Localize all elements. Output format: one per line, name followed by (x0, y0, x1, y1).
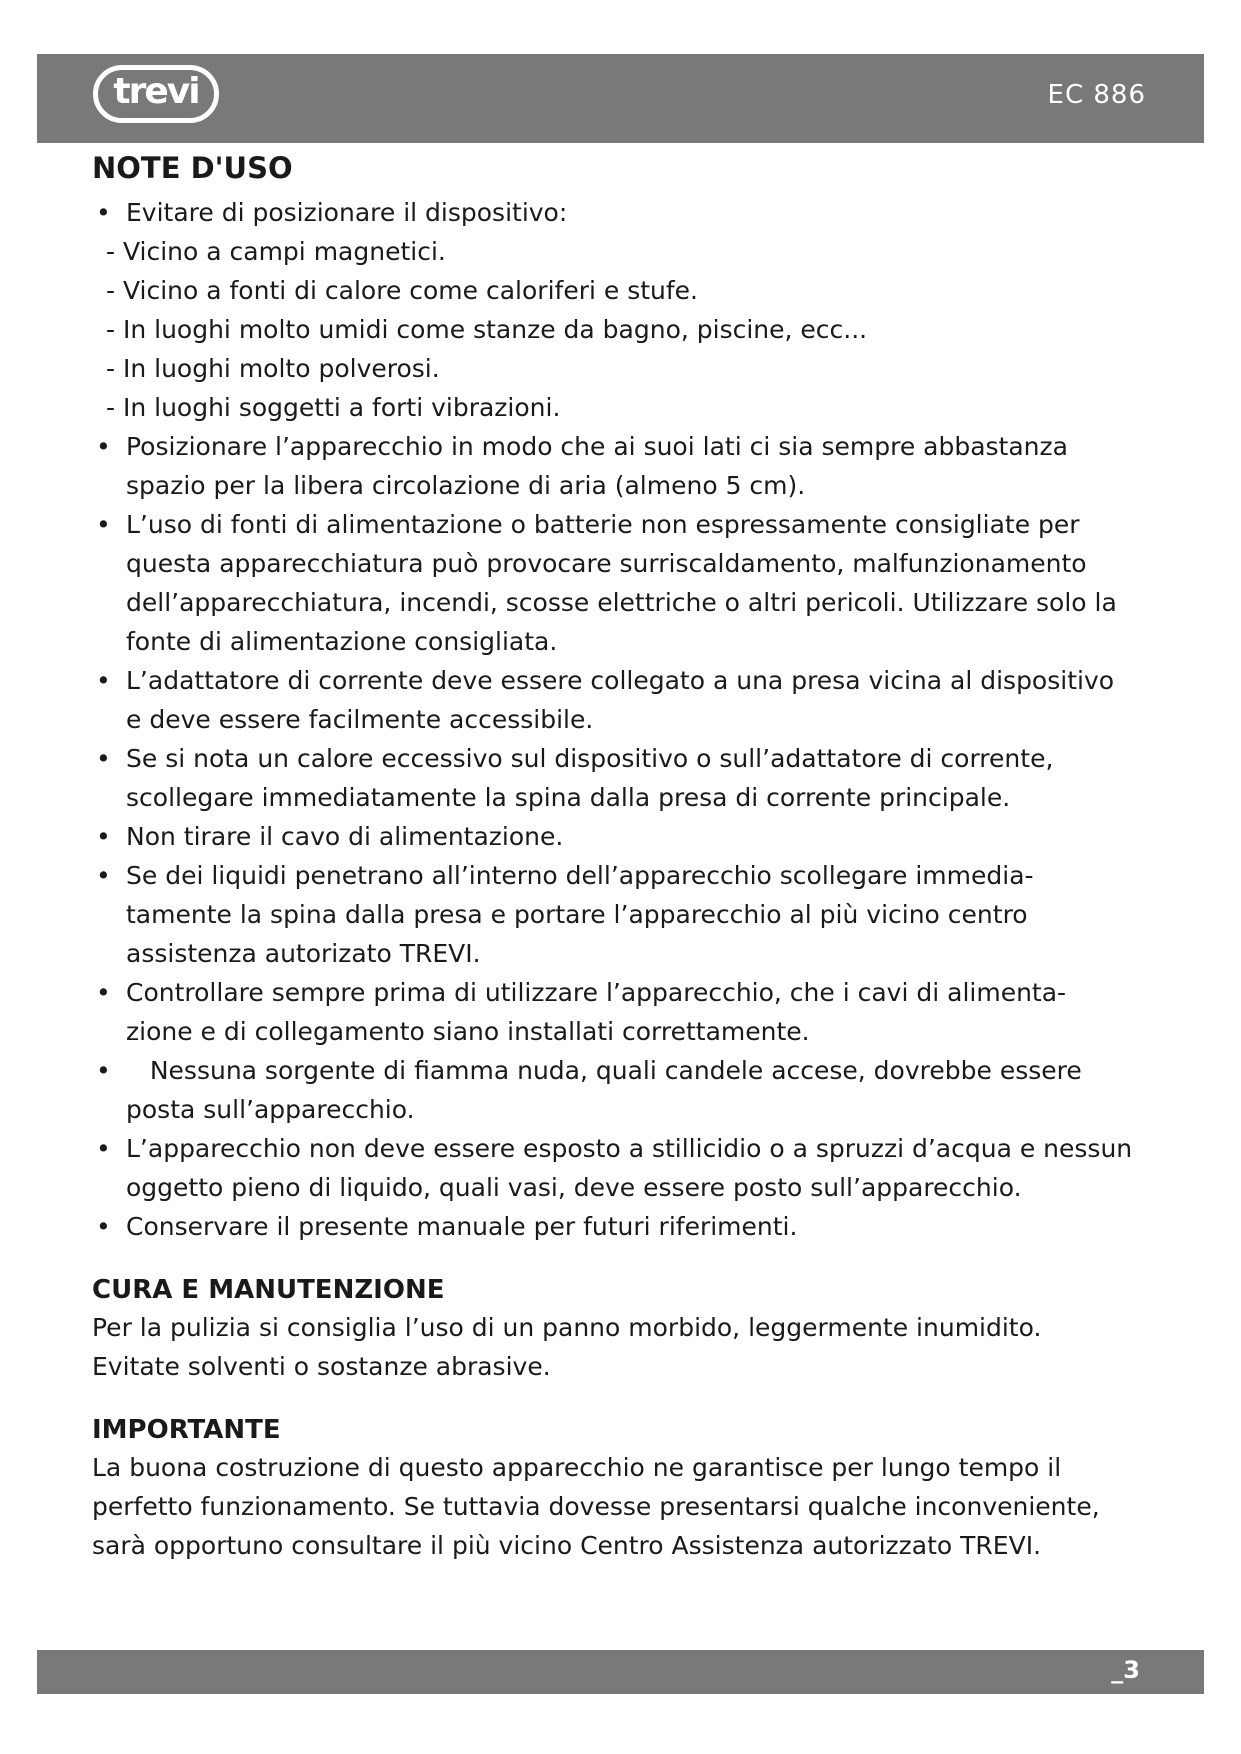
bullet-item (92, 427, 1152, 505)
bullet-line: Posizionare l’apparecchio in modo che ai suoi lati ci sia sempre abbastanza (126, 432, 1068, 461)
bullet-item (92, 1207, 1152, 1246)
sub-item: - In luoghi molto umidi come stanze da bagno, piscine, ecc... (106, 315, 868, 344)
bullet-icon: • (96, 744, 111, 773)
bullet-line: fonte di alimentazione consigliata. (126, 627, 558, 656)
bullet-item (92, 193, 1152, 232)
bullet-line: spazio per la libera circolazione di aria (almeno 5 cm). (126, 471, 806, 500)
bullet-icon: • (96, 978, 111, 1007)
bullet-icon: • (96, 1212, 111, 1241)
bullet-line: oggetto pieno di liquido, quali vasi, deve essere posto sull’apparecchio. (126, 1173, 1022, 1202)
bullet-line: questa apparecchiatura può provocare surriscaldamento, malfunzionamento (126, 549, 1087, 578)
bullet-item (92, 1051, 1152, 1129)
bullet-line: Controllare sempre prima di utilizzare l’apparecchio, che i cavi di alimenta- (126, 978, 1067, 1007)
bullet-item (92, 1129, 1152, 1207)
bullet-line: dell’apparecchiatura, incendi, scosse elettriche o altri pericoli. Utilizzare solo la (126, 588, 1117, 617)
bullet-icon: • (96, 432, 111, 461)
paragraph-line: La buona costruzione di questo apparecchio ne garantisce per lungo tempo il (92, 1453, 1062, 1482)
cura-paragraph (92, 1308, 1152, 1386)
footer-bar (37, 1650, 1204, 1694)
section-title-importante: IMPORTANTE (92, 1415, 281, 1445)
model-number: EC 886 (1047, 80, 1146, 110)
bullet-line: posta sull’apparecchio. (126, 1095, 415, 1124)
bullet-line: L’apparecchio non deve essere esposto a stillicidio o a spruzzi d’acqua e nessun (126, 1134, 1133, 1163)
bullet-item (92, 505, 1152, 661)
bullet-icon: • (96, 666, 111, 695)
header-bar (37, 54, 1204, 143)
page-content (92, 148, 1152, 1565)
bullet-item (92, 661, 1152, 739)
paragraph-line: sarà opportuno consultare il più vicino Centro Assistenza autorizzato TREVI. (92, 1531, 1042, 1560)
spacer (92, 1386, 1152, 1412)
page-number: _3 (1111, 1656, 1140, 1684)
bullet-item (92, 817, 1152, 856)
sub-item: - Vicino a fonti di calore come caloriferi e stufe. (106, 276, 699, 305)
bullet-icon: • (96, 1134, 111, 1163)
bullet-item (92, 973, 1152, 1051)
bullet-line: e deve essere facilmente accessibile. (126, 705, 594, 734)
bullet-line: L’adattatore di corrente deve essere collegato a una presa vicina al dispositivo (126, 666, 1115, 695)
spacer (92, 1246, 1152, 1272)
logo-text: trevi (113, 71, 199, 112)
bullet-line: Nessuna sorgente di fiamma nuda, quali candele accese, dovrebbe essere (126, 1056, 1082, 1085)
bullet-text: Evitare di posizionare il dispositivo: (126, 198, 568, 227)
bullet-icon: • (96, 510, 111, 539)
bullet-icon: • (96, 822, 111, 851)
section-title-note-uso: NOTE D'USO (92, 151, 293, 185)
bullet-icon: • (96, 861, 111, 890)
paragraph-line: perfetto funzionamento. Se tuttavia dovesse presentarsi qualche inconveniente, (92, 1492, 1100, 1521)
importante-paragraph (92, 1448, 1152, 1565)
bullet-icon: • (96, 1056, 111, 1085)
sub-item: - In luoghi molto polverosi. (106, 354, 440, 383)
trevi-logo (93, 65, 219, 123)
bullet-line: Conservare il presente manuale per futuri riferimenti. (126, 1212, 798, 1241)
sub-item: - In luoghi soggetti a forti vibrazioni. (106, 393, 561, 422)
bullet-line: L’uso di fonti di alimentazione o batterie non espressamente consigliate per (126, 510, 1080, 539)
bullet-line: zione e di collegamento siano installati correttamente. (126, 1017, 810, 1046)
section-title-cura: CURA E MANUTENZIONE (92, 1275, 445, 1305)
bullet-line: tamente la spina dalla presa e portare l’apparecchio al più vicino centro (126, 900, 1028, 929)
sub-item: - Vicino a campi magnetici. (106, 237, 446, 266)
paragraph-line: Evitate solventi o sostanze abrasive. (92, 1352, 551, 1381)
bullet-line: scollegare immediatamente la spina dalla presa di corrente principale. (126, 783, 1011, 812)
bullet-item (92, 739, 1152, 817)
paragraph-line: Per la pulizia si consiglia l’uso di un panno morbido, leggermente inumidito. (92, 1313, 1042, 1342)
bullet-line: Se dei liquidi penetrano all’interno dell’apparecchio scollegare immedia- (126, 861, 1034, 890)
bullet-line: Se si nota un calore eccessivo sul dispositivo o sull’adattatore di corrente, (126, 744, 1054, 773)
bullet-icon: • (96, 198, 111, 227)
bullet-line: assistenza autorizato TREVI. (126, 939, 481, 968)
bullet-item (92, 856, 1152, 973)
bullet-line: Non tirare il cavo di alimentazione. (126, 822, 564, 851)
